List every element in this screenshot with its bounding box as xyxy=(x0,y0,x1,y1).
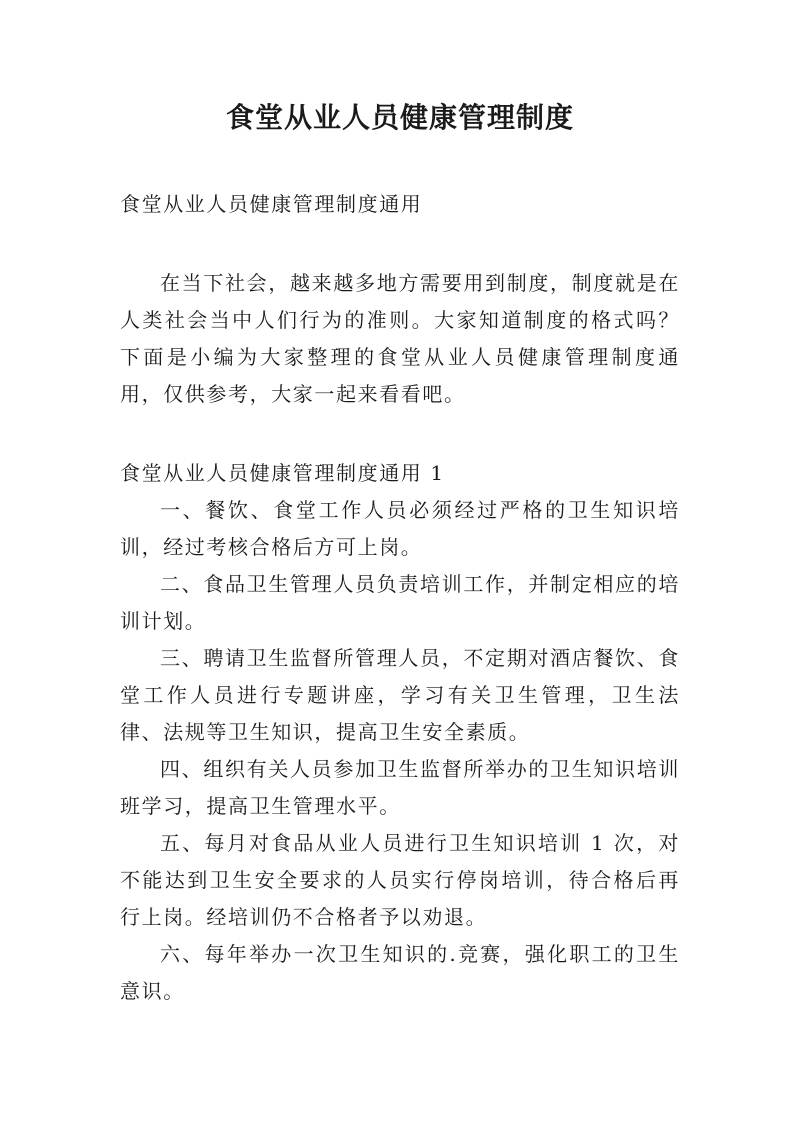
rule-item-3: 三、聘请卫生监督所管理人员，不定期对酒店餐饮、食堂工作人员进行专题讲座，学习有关卫生管理，卫生法律、法规等卫生知识，提高卫生安全素质。 xyxy=(120,646,680,744)
document-title: 食堂从业人员健康管理制度 xyxy=(225,101,574,134)
intro-paragraph: 在当下社会，越来越多地方需要用到制度，制度就是在人类社会当中人们行为的准则。大家知道制度的格式吗？下面是小编为大家整理的食堂从业人员健康管理制度通用，仅供参考，大家一起来看看吧。 xyxy=(120,271,680,406)
rule-item-4: 四、组织有关人员参加卫生监督所举办的卫生知识培训班学习，提高卫生管理水平。 xyxy=(120,757,680,818)
rule-item-1: 一、餐饮、食堂工作人员必须经过严格的卫生知识培训，经过考核合格后方可上岗。 xyxy=(120,498,680,559)
rule-item-5: 五、每月对食品从业人员进行卫生知识培训 1 次，对不能达到卫生安全要求的人员实行停岗培训，待合格后再行上岗。经培训仍不合格者予以劝退。 xyxy=(120,831,680,929)
document-subtitle: 食堂从业人员健康管理制度通用 xyxy=(120,192,423,216)
section-heading: 食堂从业人员健康管理制度通用 1 xyxy=(120,461,445,485)
document-body xyxy=(120,186,680,1010)
rule-item-6: 六、每年举办一次卫生知识的.竞赛，强化职工的卫生意识。 xyxy=(120,942,680,1003)
rule-item-2: 二、食品卫生管理人员负责培训工作，并制定相应的培训计划。 xyxy=(120,572,680,633)
